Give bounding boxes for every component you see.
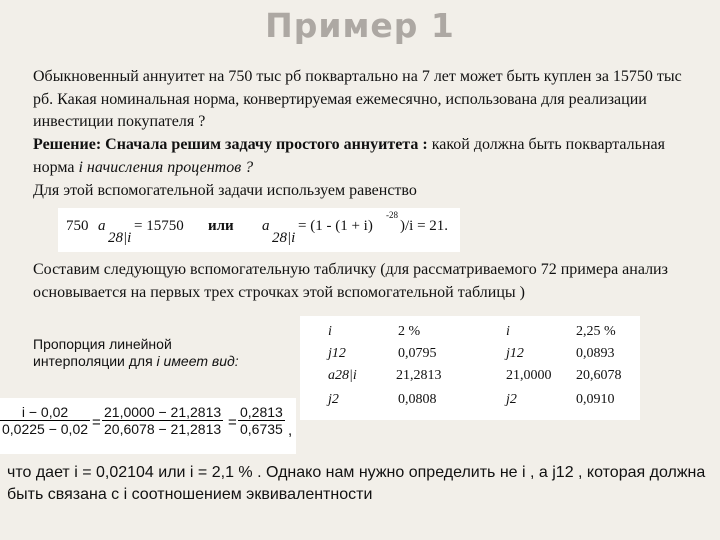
formula-subscript-2: 28|i (272, 230, 296, 246)
t-v1-2: 21,2813 (396, 368, 442, 383)
t-h2-1: j12 (506, 346, 524, 361)
t-v2-3: 0,0910 (576, 392, 615, 407)
formula-exponent: -28 (386, 210, 398, 220)
t-mid-0: 21,0000 (506, 368, 552, 383)
fraction-1-num: i − 0,02 (21, 404, 69, 420)
formula-or: или (208, 218, 234, 234)
solution-label: Решение: Сначала решим задачу простого аннуитета (33, 136, 419, 153)
t-v1-3: 0,0808 (398, 392, 437, 407)
t-v1-0: 2 % (398, 324, 421, 339)
fraction-3-den: 0,6735 (240, 421, 283, 437)
solution-paragraph (33, 134, 703, 179)
formula-subscript: 28|i (108, 230, 132, 246)
auxiliary-task-text: Для этой вспомогательной задачи используем равенство (33, 182, 417, 199)
t-v1-1: 0,0795 (398, 346, 437, 361)
interpolation-formula (0, 398, 296, 454)
t-v2-1: 0,0893 (576, 346, 615, 361)
formula-equals: = 15750 (134, 218, 184, 234)
formula-rhs-tail: )/i = 21. (400, 218, 449, 234)
t-h1-3: j2 (328, 392, 339, 407)
table-intro: Составим следующую вспомогательную табличку (для рассматриваемого 72 примера анализ основывается на первых трех строчках этой вспомогательной таблицы ) (33, 261, 668, 301)
fraction-3-num: 0,2813 (240, 404, 283, 420)
fraction-2-den: 20,6078 − 21,2813 (104, 421, 222, 437)
slide-title: Пример 1 (265, 6, 455, 45)
trailing-comma: , (288, 422, 293, 439)
t-h2-3: j2 (506, 392, 517, 407)
equals-2: = (228, 414, 237, 431)
fraction-1-den: 0,0225 − 0,02 (2, 421, 89, 437)
fraction-2-num: 21,0000 − 21,2813 (104, 404, 222, 420)
solution-text: какой должна быть поквартальная норма (33, 136, 665, 176)
formula-a-symbol: a (98, 218, 106, 234)
equals-1: = (92, 414, 101, 431)
t-h1-2: a28|i (328, 368, 357, 383)
note-italic: i имеет вид: (156, 353, 239, 369)
note-text: Пропорция линейной интерполяции для (33, 336, 172, 369)
fraction-1 (0, 404, 90, 437)
t-v2-2: 20,6078 (576, 368, 622, 383)
result-text: что дает i = 0,02104 или i = 2,1 % . Однако нам нужно определить не i , а j12 , которая должна быть связана с i соотношением эквивалентности (7, 464, 706, 503)
solution-colon: : (418, 136, 432, 153)
annuity-equation (58, 208, 460, 252)
t-v2-0: 2,25 % (576, 324, 616, 339)
fraction-2 (102, 404, 223, 437)
formula-a-symbol-2: a (262, 218, 270, 234)
formula-rhs: = (1 - (1 + i) (298, 218, 373, 234)
solution-i: i (78, 158, 83, 176)
solution-italic-text: начисления процентов ? (82, 158, 254, 176)
auxiliary-table (300, 316, 640, 420)
t-h2-0: i (506, 324, 510, 339)
fraction-3 (238, 404, 285, 437)
t-h1-0: i (328, 324, 332, 339)
t-h1-1: j12 (328, 346, 346, 361)
interpolation-note (33, 336, 253, 370)
problem-statement: Обыкновенный аннуитет на 750 тыс рб поквартально на 7 лет может быть куплен за 15750 тыс рб. Какая номинальная норма, конвертируемая ежемесячно, использована для реализации инвестиции покупателя ? (33, 68, 682, 130)
formula-coef: 750 (66, 218, 89, 234)
